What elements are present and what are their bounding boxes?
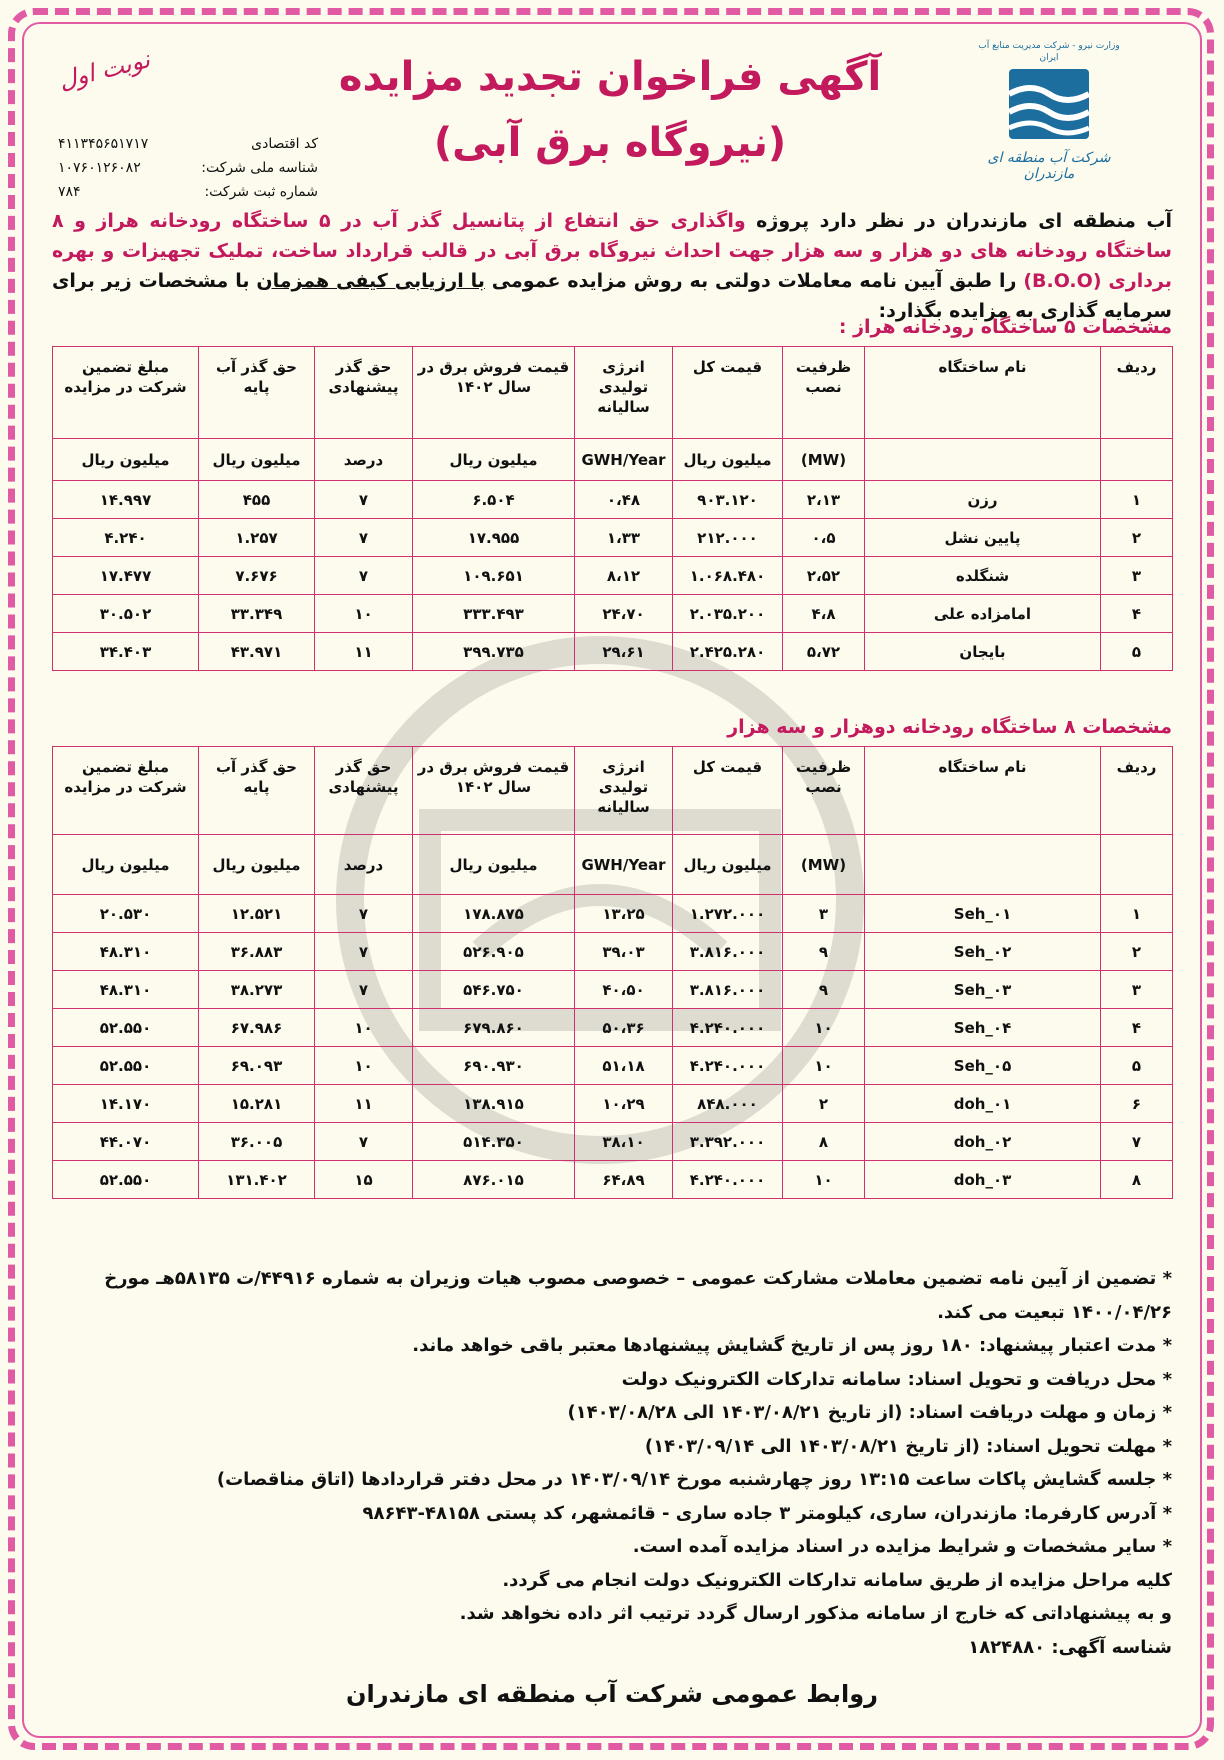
cell-sale-price: ۵۱۴.۳۵۰ [413,1123,575,1161]
table-row [53,1085,1173,1123]
col-header-guarantee: مبلغ تضمین شرکت در مزایده [53,747,199,835]
table-row [53,633,1173,671]
cell-proposed-fee: ۱۰ [315,595,413,633]
note-line: شناسه آگهی: ۱۸۲۴۸۸۰ [968,1636,1172,1658]
economic-code-row [58,132,318,156]
intro-part-2-highlight: واگذاری حق انتفاع از پتانسیل گذر آب در ۵ ساختگاه رودخانه هراز و ۸ ساختگاه رودخانه های دو هزار و سه هزار جهت احداث نیروگاه برق آبی در قالب قرارداد ساخت، تملیک تجهیزات و بهره برداری (B.O.O) [52,210,1172,292]
cell-energy: ۳۸،۱۰ [575,1123,673,1161]
col-header-sale-price: قیمت فروش برق در سال ۱۴۰۲ [413,347,575,439]
col-header-capacity: ظرفیت نصب [783,347,865,439]
table-row [53,1123,1173,1161]
cell-idx: ۱ [1101,481,1173,519]
cell-total-price: ۴.۲۴۰.۰۰۰ [673,1047,783,1085]
unit-capacity: (MW) [783,439,865,481]
cell-name: پایین نشل [865,519,1101,557]
cell-capacity: ۹ [783,971,865,1009]
cell-proposed-fee: ۷ [315,971,413,1009]
cell-total-price: ۳.۸۱۶.۰۰۰ [673,971,783,1009]
note-line: * مدت اعتبار پیشنهاد: ۱۸۰ روز پس از تاریخ گشایش پیشنهادها معتبر باقی خواهد ماند. [412,1335,1172,1356]
cell-name: Seh_۰۵ [865,1047,1101,1085]
cell-proposed-fee: ۱۰ [315,1047,413,1085]
unit-sale-price: میلیون ریال [413,439,575,481]
cell-total-price: ۲.۰۳۵.۲۰۰ [673,595,783,633]
cell-proposed-fee: ۱۱ [315,633,413,671]
cell-guarantee: ۴۸.۳۱۰ [53,933,199,971]
cell-name: doh_۰۱ [865,1085,1101,1123]
cell-energy: ۴۰،۵۰ [575,971,673,1009]
cell-guarantee: ۵۲.۵۵۰ [53,1047,199,1085]
cell-sale-price: ۳۹۹.۷۳۵ [413,633,575,671]
cell-base-fee: ۳۸.۲۷۳ [199,971,315,1009]
cell-capacity: ۰،۵ [783,519,865,557]
dohezar-sehezar-sites-table [52,746,1173,1199]
unit-energy: GWH/Year [575,439,673,481]
cell-name: Seh_۰۱ [865,895,1101,933]
cell-energy: ۳۹،۰۳ [575,933,673,971]
col-header-name: نام ساختگاه [865,747,1101,835]
note-line: * آدرس کارفرما: مازندران، ساری، کیلومتر ۳ جاده ساری - قائمشهر، کد پستی ۴۸۱۵۸-۹۸۶۴۳ [362,1502,1172,1524]
cell-total-price: ۳.۳۹۲.۰۰۰ [673,1123,783,1161]
haraz-sites-table [52,346,1173,671]
cell-base-fee: ۱۲.۵۲۱ [199,895,315,933]
unit-total-price: میلیون ریال [673,835,783,895]
unit-name [865,835,1101,895]
table1-section-title: مشخصات ۵ ساختگاه رودخانه هراز : [838,316,1172,338]
col-header-proposed-fee: حق گذر پیشنهادی [315,347,413,439]
cell-energy: ۱۳،۲۵ [575,895,673,933]
note-line: * محل دریافت و تحویل اسناد: سامانه تدارکات الکترونیک دولت [621,1368,1172,1390]
table-row [53,1009,1173,1047]
notice-title [330,44,890,176]
unit-guarantee: میلیون ریال [53,439,199,481]
cell-guarantee: ۴۸.۳۱۰ [53,971,199,1009]
unit-proposed-fee: درصد [315,439,413,481]
cell-idx: ۸ [1101,1161,1173,1199]
cell-idx: ۶ [1101,1085,1173,1123]
cell-proposed-fee: ۷ [315,557,413,595]
table-header-row [53,747,1173,835]
table-row [53,595,1173,633]
logo-ministry-text: وزارت نیرو - شرکت مدیریت منابع آب ایران [978,41,1120,63]
col-header-base-fee: حق گذر آب پایه [199,347,315,439]
economic-code-label: کد اقتصادی [251,136,318,152]
national-id-row [58,156,318,180]
cell-base-fee: ۴۵۵ [199,481,315,519]
unit-name [865,439,1101,481]
unit-energy: GWH/Year [575,835,673,895]
table-row [53,1161,1173,1199]
cell-guarantee: ۱۴.۱۷۰ [53,1085,199,1123]
notice-conditions [52,1262,1172,1664]
company-identifiers [58,132,318,204]
table-row [53,971,1173,1009]
cell-sale-price: ۶۹۰.۹۳۰ [413,1047,575,1085]
logo-company-name: شرکت آب منطقه ای مازندران [987,150,1111,182]
col-header-row: ردیف [1101,747,1173,835]
cell-base-fee: ۱۵.۲۸۱ [199,1085,315,1123]
cell-sale-price: ۶۷۹.۸۶۰ [413,1009,575,1047]
national-id-value: ۱۰۷۶۰۱۲۶۰۸۲ [58,160,141,176]
cell-total-price: ۳.۸۱۶.۰۰۰ [673,933,783,971]
cell-base-fee: ۶۷.۹۸۶ [199,1009,315,1047]
unit-guarantee: میلیون ریال [53,835,199,895]
cell-guarantee: ۴.۲۴۰ [53,519,199,557]
cell-sale-price: ۵۲۶.۹۰۵ [413,933,575,971]
cell-guarantee: ۲۰.۵۳۰ [53,895,199,933]
cell-guarantee: ۱۷.۴۷۷ [53,557,199,595]
cell-proposed-fee: ۷ [315,481,413,519]
cell-capacity: ۱۰ [783,1047,865,1085]
cell-guarantee: ۱۴.۹۹۷ [53,481,199,519]
cell-proposed-fee: ۷ [315,1123,413,1161]
cell-total-price: ۲۱۲.۰۰۰ [673,519,783,557]
col-header-row: ردیف [1101,347,1173,439]
cell-capacity: ۸ [783,1123,865,1161]
unit-row [1101,439,1173,481]
cell-capacity: ۹ [783,933,865,971]
note-line: و به پیشنهاداتی که خارج از سامانه مذکور ارسال گردد ترتیب اثر داده نخواهد شد. [459,1603,1172,1624]
note-line: کلیه مراحل مزایده از طریق سامانه تدارکات الکترونیک دولت انجام می گردد. [502,1569,1172,1591]
cell-idx: ۲ [1101,519,1173,557]
title-line-1: آگهی فراخوان تجدید مزایده [338,54,882,100]
economic-code-value: ۴۱۱۳۴۵۶۵۱۷۱۷ [58,136,149,152]
cell-total-price: ۴.۲۴۰.۰۰۰ [673,1161,783,1199]
cell-energy: ۶۴،۸۹ [575,1161,673,1199]
company-logo [974,40,1124,190]
col-header-total-price: قیمت کل [673,347,783,439]
cell-sale-price: ۸۷۶.۰۱۵ [413,1161,575,1199]
cell-capacity: ۲ [783,1085,865,1123]
cell-sale-price: ۶.۵۰۴ [413,481,575,519]
cell-idx: ۴ [1101,1009,1173,1047]
intro-paragraph [52,206,1172,326]
note-line: * جلسه گشایش پاکات ساعت ۱۳:۱۵ روز چهارشنبه مورخ ۱۴۰۳/۰۹/۱۴ در محل دفتر قراردادها (اتاق مناقصات) [216,1469,1172,1490]
cell-base-fee: ۷.۶۷۶ [199,557,315,595]
cell-sale-price: ۱۷.۹۵۵ [413,519,575,557]
cell-total-price: ۱.۲۷۲.۰۰۰ [673,895,783,933]
unit-sale-price: میلیون ریال [413,835,575,895]
cell-total-price: ۹۰۳.۱۲۰ [673,481,783,519]
units-row [53,835,1173,895]
cell-base-fee: ۱۳۱.۴۰۲ [199,1161,315,1199]
unit-row [1101,835,1173,895]
cell-energy: ۱۰،۲۹ [575,1085,673,1123]
unit-base-fee: میلیون ریال [199,439,315,481]
cell-capacity: ۱۰ [783,1009,865,1047]
water-waves-icon [1004,64,1094,144]
cell-guarantee: ۳۴.۴۰۳ [53,633,199,671]
units-row [53,439,1173,481]
col-header-total-price: قیمت کل [673,747,783,835]
national-id-label: شناسه ملی شرکت: [201,160,318,176]
cell-idx: ۵ [1101,1047,1173,1085]
cell-sale-price: ۱۷۸.۸۷۵ [413,895,575,933]
cell-base-fee: ۳۶.۰۰۵ [199,1123,315,1161]
cell-capacity: ۲،۵۲ [783,557,865,595]
cell-name: شنگلده [865,557,1101,595]
registration-label: شماره ثبت شرکت: [204,184,318,200]
round-label: نوبت اول [55,45,153,95]
col-header-energy: انرژی تولیدی سالیانه [575,347,673,439]
cell-base-fee: ۱.۲۵۷ [199,519,315,557]
cell-name: رزن [865,481,1101,519]
cell-total-price: ۸۴۸.۰۰۰ [673,1085,783,1123]
unit-base-fee: میلیون ریال [199,835,315,895]
note-line: * تضمین از آیین نامه تضمین معاملات مشارکت عمومی – خصوصی مصوب هیات وزیران به شماره ۴۴۹۱۶/ت ۵۸۱۳۵هـ مورخ ۱۴۰۰/۰۴/۲۶ تبعیت می کند. [104,1268,1172,1323]
col-header-sale-price: قیمت فروش برق در سال ۱۴۰۲ [413,747,575,835]
cell-energy: ۰،۴۸ [575,481,673,519]
cell-energy: ۸،۱۲ [575,557,673,595]
table-row [53,1047,1173,1085]
cell-proposed-fee: ۱۵ [315,1161,413,1199]
col-header-capacity: ظرفیت نصب [783,747,865,835]
cell-sale-price: ۳۳۳.۴۹۳ [413,595,575,633]
cell-capacity: ۳ [783,895,865,933]
cell-base-fee: ۴۳.۹۷۱ [199,633,315,671]
cell-energy: ۲۹،۶۱ [575,633,673,671]
cell-capacity: ۵،۷۲ [783,633,865,671]
note-line: * زمان و مهلت دریافت اسناد: (از تاریخ ۱۴۰۳/۰۸/۲۱ الی ۱۴۰۳/۰۸/۲۸) [567,1402,1172,1423]
intro-part-5: با مشخصات زیر برای سرمایه گذاری به مزایده بگذارد: [52,270,1172,322]
cell-sale-price: ۱۳۸.۹۱۵ [413,1085,575,1123]
cell-base-fee: ۳۳.۳۴۹ [199,595,315,633]
col-header-guarantee: مبلغ تضمین شرکت در مزایده [53,347,199,439]
intro-part-4-underline: با ارزیابی کیفی همزمان [256,270,485,292]
cell-capacity: ۲،۱۳ [783,481,865,519]
cell-idx: ۳ [1101,971,1173,1009]
cell-idx: ۲ [1101,933,1173,971]
cell-name: Seh_۰۳ [865,971,1101,1009]
cell-proposed-fee: ۷ [315,519,413,557]
unit-proposed-fee: درصد [315,835,413,895]
cell-proposed-fee: ۷ [315,895,413,933]
cell-name: Seh_۰۲ [865,933,1101,971]
cell-capacity: ۱۰ [783,1161,865,1199]
table-row [53,895,1173,933]
intro-part-3: را طبق آیین نامه معاملات دولتی به روش مزایده عمومی [484,270,1024,292]
col-header-energy: انرژی تولیدی سالیانه [575,747,673,835]
cell-energy: ۱،۳۳ [575,519,673,557]
cell-name: Seh_۰۴ [865,1009,1101,1047]
cell-capacity: ۴،۸ [783,595,865,633]
registration-value: ۷۸۴ [58,184,81,200]
cell-energy: ۵۱،۱۸ [575,1047,673,1085]
cell-total-price: ۱.۰۶۸.۴۸۰ [673,557,783,595]
title-line-2: (نیروگاه برق آبی) [433,120,787,166]
registration-row [58,180,318,204]
table-header-row [53,347,1173,439]
cell-idx: ۴ [1101,595,1173,633]
col-header-base-fee: حق گذر آب پایه [199,747,315,835]
cell-idx: ۷ [1101,1123,1173,1161]
cell-name: امامزاده علی [865,595,1101,633]
cell-sale-price: ۱۰۹.۶۵۱ [413,557,575,595]
cell-guarantee: ۴۴.۰۷۰ [53,1123,199,1161]
table2-section-title: مشخصات ۸ ساختگاه رودخانه دوهزار و سه هزار [727,716,1172,738]
cell-proposed-fee: ۱۰ [315,1009,413,1047]
table-row [53,481,1173,519]
cell-proposed-fee: ۷ [315,933,413,971]
cell-guarantee: ۳۰.۵۰۲ [53,595,199,633]
cell-total-price: ۲.۴۲۵.۲۸۰ [673,633,783,671]
cell-name: doh_۰۲ [865,1123,1101,1161]
note-line: * سایر مشخصات و شرایط مزایده در اسناد مزایده آمده است. [632,1536,1172,1557]
intro-part-1: آب منطقه ای مازندران در نظر دارد پروژه [745,210,1172,232]
cell-guarantee: ۵۲.۵۵۰ [53,1161,199,1199]
table-row [53,933,1173,971]
table-row [53,557,1173,595]
cell-proposed-fee: ۱۱ [315,1085,413,1123]
cell-name: doh_۰۳ [865,1161,1101,1199]
cell-sale-price: ۵۴۶.۷۵۰ [413,971,575,1009]
col-header-name: نام ساختگاه [865,347,1101,439]
public-relations-signature: روابط عمومی شرکت آب منطقه ای مازندران [346,1680,878,1708]
unit-capacity: (MW) [783,835,865,895]
cell-base-fee: ۳۶.۸۸۳ [199,933,315,971]
col-header-proposed-fee: حق گذر پیشنهادی [315,747,413,835]
cell-total-price: ۴.۲۴۰.۰۰۰ [673,1009,783,1047]
table-row [53,519,1173,557]
cell-idx: ۱ [1101,895,1173,933]
cell-energy: ۲۴،۷۰ [575,595,673,633]
cell-idx: ۵ [1101,633,1173,671]
cell-guarantee: ۵۲.۵۵۰ [53,1009,199,1047]
unit-total-price: میلیون ریال [673,439,783,481]
cell-energy: ۵۰،۳۶ [575,1009,673,1047]
note-line: * مهلت تحویل اسناد: (از تاریخ ۱۴۰۳/۰۸/۲۱ الی ۱۴۰۳/۰۹/۱۴) [644,1435,1172,1457]
cell-idx: ۳ [1101,557,1173,595]
cell-base-fee: ۶۹.۰۹۳ [199,1047,315,1085]
cell-name: بایجان [865,633,1101,671]
